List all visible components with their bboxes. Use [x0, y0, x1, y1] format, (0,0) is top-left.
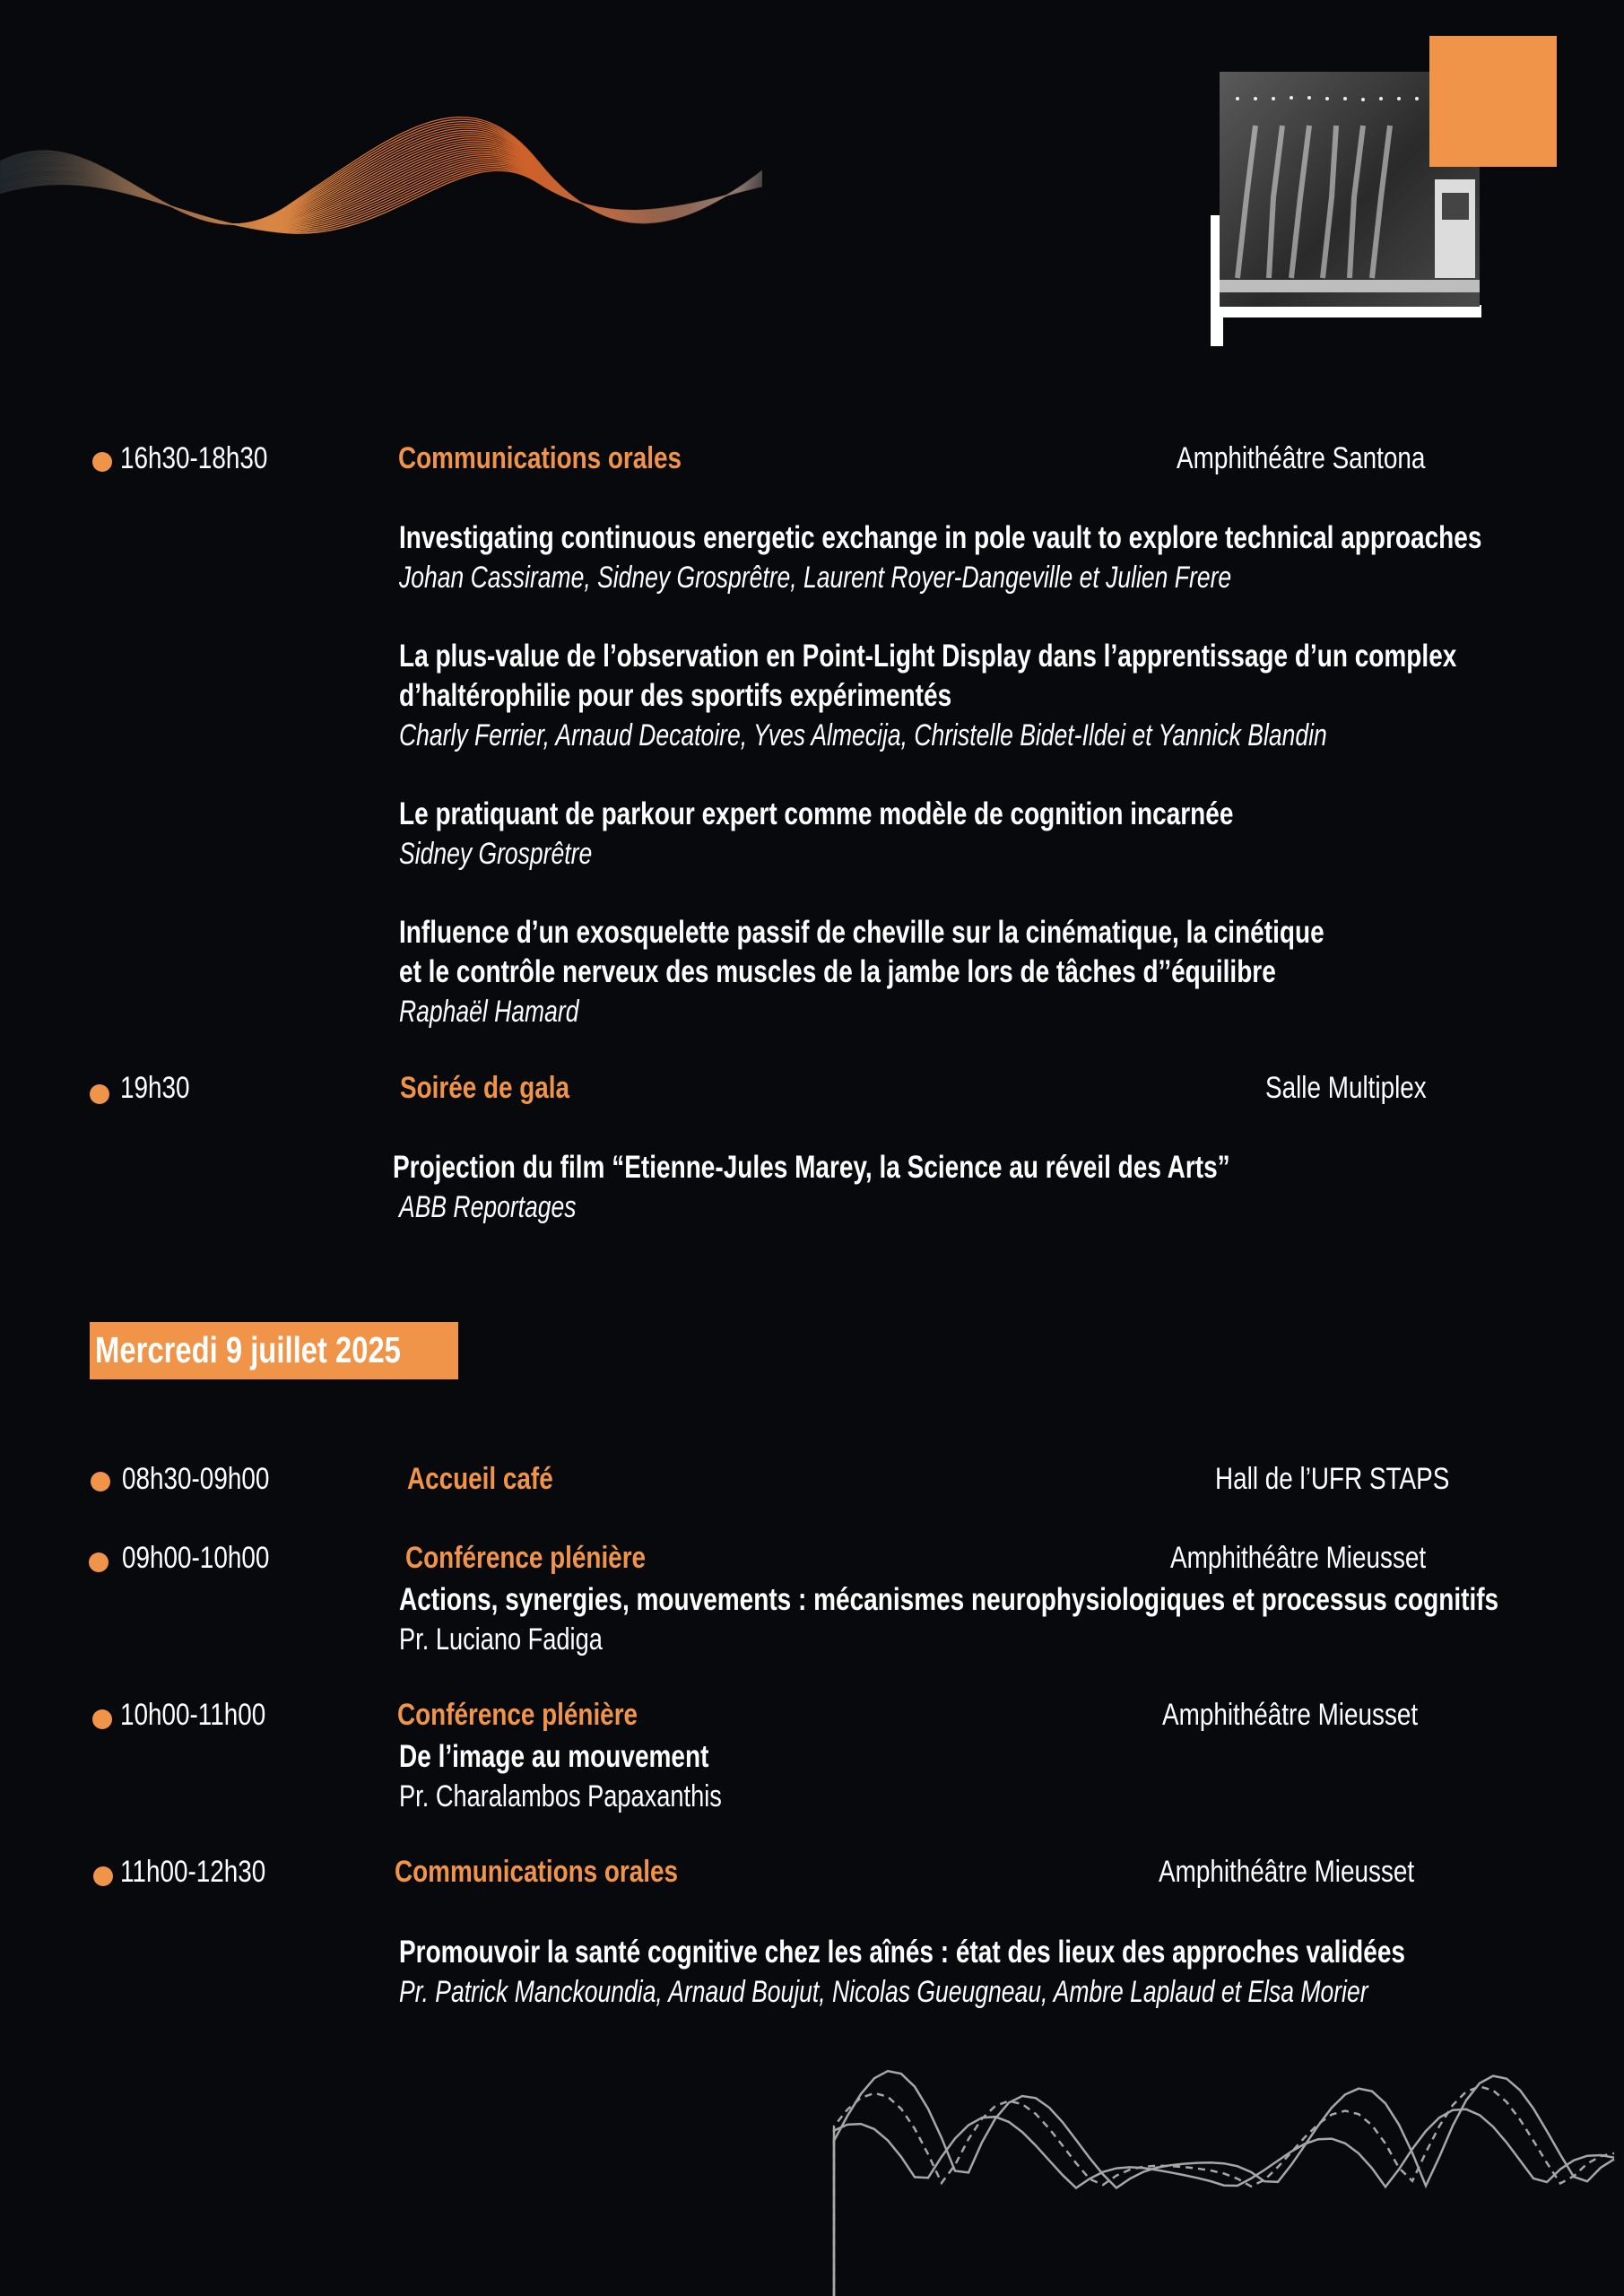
- session-time: 08h30-09h00: [122, 1462, 270, 1496]
- talk-item: [399, 1933, 1624, 2012]
- gala-title: Projection du film “Etienne-Jules Marey, la Science au réveil des Arts”: [393, 1150, 1230, 1185]
- session-time: 09h00-10h00: [122, 1541, 270, 1575]
- chronophotograph-image: [1211, 36, 1560, 350]
- bullet-icon: [90, 1084, 109, 1104]
- bullet-icon: [91, 1472, 110, 1492]
- session-room: Amphithéâtre Mieusset: [1162, 1698, 1419, 1732]
- session-category: Communications orales: [395, 1855, 679, 1889]
- talk-title-line2: et le contrôle nerveux des muscles de la jambe lors de tâches d’’équilibre: [399, 954, 1276, 989]
- session-category: Soirée de gala: [400, 1071, 570, 1105]
- orange-wave-lines-graphic: [0, 54, 762, 341]
- talk-title-line1: La plus-value de l’observation en Point-Light Display dans l’apprentissage d’un complex: [399, 639, 1457, 674]
- session-time: 10h00-11h00: [120, 1698, 266, 1732]
- talk-item: [399, 913, 1556, 1031]
- talk-item: [399, 1580, 1624, 1659]
- talk-authors: Pr. Patrick Manckoundia, Arnaud Boujut, Nicolas Gueugneau, Ambre Laplaud et Elsa Morier: [399, 1975, 1368, 2009]
- talk-title: Actions, synergies, mouvements : mécanismes neurophysiologiques et processus cognitifs: [399, 1582, 1499, 1617]
- session-time: 19h30: [120, 1071, 190, 1105]
- bullet-icon: [92, 1709, 112, 1729]
- session-category: Accueil café: [407, 1462, 553, 1496]
- talk-speaker: Pr. Luciano Fadiga: [399, 1622, 603, 1657]
- session-room: Amphithéâtre Mieusset: [1159, 1855, 1415, 1889]
- gala-item: [393, 1148, 1439, 1227]
- session-room: Hall de l’UFR STAPS: [1215, 1462, 1450, 1496]
- bullet-icon: [93, 1866, 113, 1886]
- signal-traces-graphic: [807, 2036, 1624, 2296]
- talk-authors: Raphaël Hamard: [399, 995, 579, 1029]
- session-room: Salle Multiplex: [1265, 1071, 1427, 1105]
- gala-authors: ABB Reportages: [399, 1190, 577, 1224]
- session-room: Amphithéâtre Mieusset: [1170, 1541, 1427, 1575]
- talk-title: Investigating continuous energetic exchange in pole vault to explore technical approaches: [399, 520, 1482, 555]
- session-category: Conférence plénière: [397, 1698, 638, 1732]
- talk-authors: Johan Cassirame, Sidney Grosprêtre, Laurent Royer-Dangeville et Julien Frere: [399, 561, 1232, 595]
- session-time: 16h30-18h30: [120, 441, 268, 475]
- talk-speaker: Pr. Charalambos Papaxanthis: [399, 1779, 722, 1813]
- talk-title: De l’image au mouvement: [399, 1739, 709, 1774]
- talk-title: Le pratiquant de parkour expert comme modèle de cognition incarnée: [399, 796, 1234, 831]
- talk-item: [399, 637, 1624, 755]
- talk-item: [399, 518, 1624, 597]
- session-room: Amphithéâtre Santona: [1177, 441, 1426, 475]
- bullet-icon: [92, 452, 112, 472]
- talk-item: [399, 795, 1442, 874]
- bullet-icon: [89, 1552, 109, 1572]
- talk-title: Promouvoir la santé cognitive chez les aînés : état des lieux des approches validées: [399, 1935, 1405, 1970]
- session-category: Conférence plénière: [405, 1541, 647, 1575]
- date-label: Mercredi 9 juillet 2025: [95, 1329, 401, 1370]
- talk-authors: Charly Ferrier, Arnaud Decatoire, Yves Almecija, Christelle Bidet-Ildei et Yannick Blandin: [399, 718, 1327, 752]
- talk-item: [399, 1737, 803, 1816]
- talk-authors: Sidney Grosprêtre: [399, 837, 593, 871]
- session-time: 11h00-12h30: [120, 1855, 266, 1889]
- talk-title-line1: Influence d’un exosquelette passif de cheville sur la cinématique, la cinétique: [399, 915, 1324, 950]
- date-badge: [90, 1322, 458, 1379]
- talk-title-line2: d’haltérophilie pour des sportifs expérimentés: [399, 678, 952, 713]
- session-category: Communications orales: [398, 441, 682, 475]
